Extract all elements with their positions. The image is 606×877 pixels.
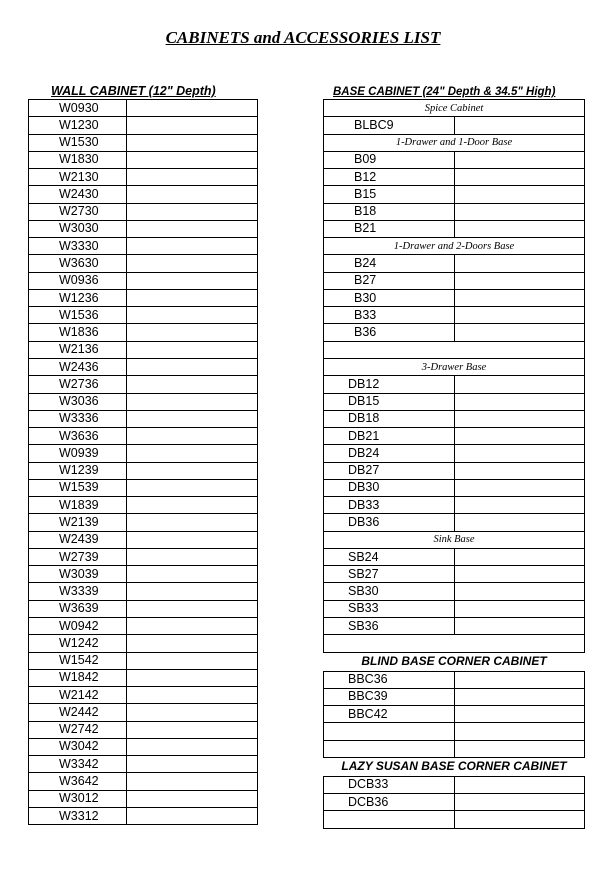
wall-cabinet-code: W1239	[29, 462, 127, 479]
wall-cabinet-value-cell[interactable]	[127, 134, 258, 151]
wall-cabinet-value-cell[interactable]	[127, 151, 258, 168]
sink-base-row	[324, 600, 585, 617]
wall-cabinet-row	[29, 566, 258, 583]
wall-cabinet-value-cell[interactable]	[127, 738, 258, 755]
three-drawer-row	[324, 462, 585, 479]
one-drawer-two-doors-value-cell[interactable]	[454, 307, 585, 324]
wall-cabinet-row	[29, 289, 258, 306]
blind-corner-value-cell[interactable]	[454, 706, 585, 723]
sink-base-value-cell[interactable]	[454, 566, 585, 583]
wall-cabinet-code: W3639	[29, 600, 127, 617]
three-drawer-value-cell[interactable]	[454, 462, 585, 479]
wall-cabinet-value-cell[interactable]	[127, 807, 258, 824]
wall-cabinet-row	[29, 100, 258, 117]
wall-cabinet-value-cell[interactable]	[127, 169, 258, 186]
three-drawer-row	[324, 393, 585, 410]
sink-base-code: SB33	[324, 600, 455, 617]
wall-cabinet-row	[29, 186, 258, 203]
wall-cabinet-value-cell[interactable]	[127, 272, 258, 289]
wall-cabinet-code: W2436	[29, 358, 127, 375]
wall-cabinet-value-cell[interactable]	[127, 721, 258, 738]
sink-base-value-cell[interactable]	[454, 600, 585, 617]
wall-cabinet-row	[29, 462, 258, 479]
three-drawer-value-cell[interactable]	[454, 393, 585, 410]
wall-cabinet-value-cell[interactable]	[127, 220, 258, 237]
wall-cabinet-row	[29, 756, 258, 773]
three-drawer-value-cell[interactable]	[454, 410, 585, 427]
sink-base-row	[324, 566, 585, 583]
wall-cabinet-value-cell[interactable]	[127, 358, 258, 375]
sink-blank-row	[324, 635, 585, 652]
wall-cabinet-value-cell[interactable]	[127, 462, 258, 479]
spice-cabinet-label: Spice Cabinet	[324, 100, 585, 117]
three-drawer-row	[324, 514, 585, 531]
wall-cabinet-code: W1230	[29, 117, 127, 134]
wall-cabinet-row	[29, 583, 258, 600]
three-drawer-code: DB33	[324, 497, 455, 514]
three-drawer-value-cell[interactable]	[454, 376, 585, 393]
base-blank-row-cell[interactable]	[324, 341, 585, 358]
wall-cabinet-row	[29, 307, 258, 324]
lazy-susan-code: DCB36	[324, 794, 455, 811]
wall-cabinet-value-cell[interactable]	[127, 445, 258, 462]
one-drawer-two-doors-label: 1-Drawer and 2-Doors Base	[324, 238, 585, 255]
wall-cabinet-code: W3012	[29, 790, 127, 807]
one-drawer-two-doors-code: B27	[324, 272, 455, 289]
wall-cabinet-code: W3630	[29, 255, 127, 272]
wall-cabinet-value-cell[interactable]	[127, 773, 258, 790]
wall-cabinet-row	[29, 531, 258, 548]
sink-blank-row-cell[interactable]	[324, 635, 585, 652]
lazy-susan-value-cell[interactable]	[454, 776, 585, 793]
sink-base-value-cell[interactable]	[454, 583, 585, 600]
wall-cabinet-code: W3030	[29, 220, 127, 237]
blind-corner-code: BBC39	[324, 688, 455, 705]
one-drawer-two-doors-code: B33	[324, 307, 455, 324]
blind-corner-code: BBC42	[324, 706, 455, 723]
three-drawer-code: DB30	[324, 479, 455, 496]
one-drawer-one-door-value-cell[interactable]	[454, 186, 585, 203]
wall-cabinet-row	[29, 151, 258, 168]
wall-cabinet-row	[29, 445, 258, 462]
one-drawer-two-doors-row	[324, 307, 585, 324]
wall-cabinet-row	[29, 790, 258, 807]
blind-blank-row-value-cell[interactable]	[454, 740, 585, 757]
wall-cabinet-value-cell[interactable]	[127, 531, 258, 548]
wall-cabinet-row	[29, 652, 258, 669]
sink-base-code: SB24	[324, 548, 455, 565]
wall-cabinet-value-cell[interactable]	[127, 289, 258, 306]
blind-corner-code: BBC36	[324, 671, 455, 688]
three-drawer-code: DB24	[324, 445, 455, 462]
one-drawer-one-door-value-cell[interactable]	[454, 220, 585, 237]
wall-cabinet-value-cell[interactable]	[127, 566, 258, 583]
three-drawer-row	[324, 445, 585, 462]
three-drawer-value-cell[interactable]	[454, 514, 585, 531]
wall-cabinet-code: W2142	[29, 687, 127, 704]
wall-cabinet-row	[29, 479, 258, 496]
one-drawer-two-doors-value-cell[interactable]	[454, 272, 585, 289]
wall-cabinet-value-cell[interactable]	[127, 255, 258, 272]
wall-cabinet-value-cell[interactable]	[127, 479, 258, 496]
wall-cabinet-heading: WALL CABINET (12" Depth)	[51, 84, 216, 98]
sink-base-label: Sink Base	[324, 531, 585, 548]
wall-cabinet-value-cell[interactable]	[127, 376, 258, 393]
one-drawer-two-doors-row	[324, 255, 585, 272]
wall-cabinet-row	[29, 738, 258, 755]
wall-cabinet-row	[29, 376, 258, 393]
wall-cabinet-value-cell[interactable]	[127, 238, 258, 255]
one-drawer-one-door-label: 1-Drawer and 1-Door Base	[324, 134, 585, 151]
three-drawer-value-cell[interactable]	[454, 497, 585, 514]
wall-cabinet-code: W3642	[29, 773, 127, 790]
wall-cabinet-code: W2730	[29, 203, 127, 220]
wall-cabinet-row	[29, 393, 258, 410]
sink-base-row	[324, 617, 585, 634]
one-drawer-one-door-label-row	[324, 134, 585, 151]
wall-cabinet-code: W0936	[29, 272, 127, 289]
three-drawer-value-cell[interactable]	[454, 445, 585, 462]
wall-cabinet-value-cell[interactable]	[127, 428, 258, 445]
one-drawer-two-doors-value-cell[interactable]	[454, 324, 585, 341]
wall-cabinet-code: W1836	[29, 324, 127, 341]
base-cabinet-heading: BASE CABINET (24" Depth & 34.5" High)	[333, 86, 556, 98]
sink-base-code: SB36	[324, 617, 455, 634]
three-drawer-code: DB36	[324, 514, 455, 531]
wall-cabinet-code: W2139	[29, 514, 127, 531]
wall-cabinet-code: W3336	[29, 410, 127, 427]
wall-cabinet-value-cell[interactable]	[127, 790, 258, 807]
lazy-susan-heading: LAZY SUSAN BASE CORNER CABINET	[324, 757, 585, 776]
page-title: CABINETS and ACCESSORIES LIST	[165, 28, 441, 47]
blind-corner-value-cell[interactable]	[454, 688, 585, 705]
wall-cabinet-code: W2130	[29, 169, 127, 186]
three-drawer-code: DB18	[324, 410, 455, 427]
wall-cabinet-code: W2739	[29, 548, 127, 565]
wall-cabinet-code: W3039	[29, 566, 127, 583]
lazy-susan-row	[324, 794, 585, 811]
three-drawer-row	[324, 479, 585, 496]
wall-cabinet-code: W1542	[29, 652, 127, 669]
sink-base-code: SB30	[324, 583, 455, 600]
wall-cabinet-code: W1842	[29, 669, 127, 686]
wall-cabinet-value-cell[interactable]	[127, 324, 258, 341]
lazy-blank-row-value-cell[interactable]	[454, 811, 585, 828]
wall-cabinet-code: W1536	[29, 307, 127, 324]
wall-cabinet-row	[29, 704, 258, 721]
spice-cabinet-label-row	[324, 100, 585, 117]
wall-cabinet-code: W1242	[29, 635, 127, 652]
wall-cabinet-row	[29, 272, 258, 289]
base-blank-row	[324, 341, 585, 358]
wall-cabinet-row	[29, 255, 258, 272]
one-drawer-one-door-row	[324, 151, 585, 168]
sink-base-value-cell[interactable]	[454, 548, 585, 565]
wall-cabinet-row	[29, 687, 258, 704]
blind-blank-row-code-cell[interactable]	[324, 740, 455, 757]
one-drawer-one-door-code: B18	[324, 203, 455, 220]
spice-cabinet-code: BLBC9	[324, 117, 455, 134]
wall-cabinet-value-cell[interactable]	[127, 600, 258, 617]
wall-cabinet-row	[29, 428, 258, 445]
wall-cabinet-code: W2430	[29, 186, 127, 203]
lazy-blank-row-code-cell[interactable]	[324, 811, 455, 828]
wall-cabinet-value-cell[interactable]	[127, 635, 258, 652]
wall-cabinet-code: W0930	[29, 100, 127, 117]
one-drawer-one-door-code: B12	[324, 169, 455, 186]
one-drawer-one-door-code: B15	[324, 186, 455, 203]
sink-base-label-row	[324, 531, 585, 548]
lazy-susan-value-cell[interactable]	[454, 794, 585, 811]
one-drawer-two-doors-value-cell[interactable]	[454, 289, 585, 306]
wall-cabinet-value-cell[interactable]	[127, 548, 258, 565]
wall-cabinet-value-cell[interactable]	[127, 704, 258, 721]
wall-cabinet-row	[29, 807, 258, 824]
wall-cabinet-table	[28, 99, 258, 825]
wall-cabinet-code: W1539	[29, 479, 127, 496]
wall-cabinet-code: W1236	[29, 289, 127, 306]
wall-cabinet-value-cell[interactable]	[127, 100, 258, 117]
wall-cabinet-value-cell[interactable]	[127, 203, 258, 220]
wall-cabinet-value-cell[interactable]	[127, 186, 258, 203]
three-drawer-code: DB15	[324, 393, 455, 410]
one-drawer-one-door-row	[324, 203, 585, 220]
blind-corner-value-cell[interactable]	[454, 671, 585, 688]
blind-blank-row	[324, 723, 585, 740]
one-drawer-one-door-row	[324, 186, 585, 203]
wall-cabinet-code: W2439	[29, 531, 127, 548]
wall-cabinet-row	[29, 358, 258, 375]
wall-cabinet-code: W2742	[29, 721, 127, 738]
blind-corner-heading: BLIND BASE CORNER CABINET	[324, 652, 585, 671]
wall-cabinet-row	[29, 514, 258, 531]
wall-cabinet-row	[29, 548, 258, 565]
wall-cabinet-row	[29, 635, 258, 652]
wall-cabinet-value-cell[interactable]	[127, 583, 258, 600]
spice-cabinet-value-cell[interactable]	[454, 117, 585, 134]
wall-cabinet-value-cell[interactable]	[127, 497, 258, 514]
blind-corner-row	[324, 706, 585, 723]
one-drawer-one-door-value-cell[interactable]	[454, 169, 585, 186]
wall-cabinet-value-cell[interactable]	[127, 669, 258, 686]
wall-cabinet-value-cell[interactable]	[127, 617, 258, 634]
wall-cabinet-code: W3042	[29, 738, 127, 755]
wall-cabinet-value-cell[interactable]	[127, 307, 258, 324]
wall-cabinet-value-cell[interactable]	[127, 410, 258, 427]
wall-cabinet-code: W2442	[29, 704, 127, 721]
wall-cabinet-code: W1830	[29, 151, 127, 168]
wall-cabinet-row	[29, 169, 258, 186]
one-drawer-two-doors-code: B30	[324, 289, 455, 306]
wall-cabinet-row	[29, 324, 258, 341]
blind-corner-heading-row	[324, 652, 585, 671]
blind-blank-row-value-cell[interactable]	[454, 723, 585, 740]
one-drawer-two-doors-label-row	[324, 238, 585, 255]
wall-cabinet-code: W0942	[29, 617, 127, 634]
one-drawer-one-door-value-cell[interactable]	[454, 151, 585, 168]
lazy-susan-row	[324, 776, 585, 793]
lazy-susan-code: DCB33	[324, 776, 455, 793]
three-drawer-row	[324, 376, 585, 393]
wall-cabinet-row	[29, 117, 258, 134]
wall-cabinet-row	[29, 600, 258, 617]
wall-cabinet-row	[29, 203, 258, 220]
three-drawer-label-row	[324, 358, 585, 375]
wall-cabinet-code: W3339	[29, 583, 127, 600]
wall-cabinet-code: W3330	[29, 238, 127, 255]
wall-cabinet-code: W2736	[29, 376, 127, 393]
three-drawer-code: DB21	[324, 428, 455, 445]
one-drawer-one-door-value-cell[interactable]	[454, 203, 585, 220]
wall-cabinet-value-cell[interactable]	[127, 756, 258, 773]
one-drawer-one-door-row	[324, 220, 585, 237]
spice-cabinet-row	[324, 117, 585, 134]
wall-cabinet-code: W3312	[29, 807, 127, 824]
one-drawer-one-door-row	[324, 169, 585, 186]
blind-corner-row	[324, 671, 585, 688]
three-drawer-label: 3-Drawer Base	[324, 358, 585, 375]
three-drawer-value-cell[interactable]	[454, 479, 585, 496]
lazy-susan-heading-row	[324, 757, 585, 776]
wall-cabinet-value-cell[interactable]	[127, 687, 258, 704]
wall-cabinet-code: W3036	[29, 393, 127, 410]
wall-cabinet-code: W2136	[29, 341, 127, 358]
wall-cabinet-row	[29, 773, 258, 790]
one-drawer-two-doors-code: B36	[324, 324, 455, 341]
three-drawer-row	[324, 410, 585, 427]
one-drawer-one-door-code: B09	[324, 151, 455, 168]
three-drawer-row	[324, 497, 585, 514]
blind-blank-row	[324, 740, 585, 757]
sink-base-row	[324, 548, 585, 565]
sink-base-row	[324, 583, 585, 600]
wall-cabinet-row	[29, 220, 258, 237]
one-drawer-two-doors-row	[324, 324, 585, 341]
one-drawer-two-doors-value-cell[interactable]	[454, 255, 585, 272]
wall-cabinet-row	[29, 134, 258, 151]
wall-cabinet-row	[29, 617, 258, 634]
wall-cabinet-value-cell[interactable]	[127, 393, 258, 410]
lazy-blank-row	[324, 811, 585, 828]
one-drawer-two-doors-code: B24	[324, 255, 455, 272]
wall-cabinet-row	[29, 497, 258, 514]
three-drawer-code: DB27	[324, 462, 455, 479]
wall-cabinet-value-cell[interactable]	[127, 341, 258, 358]
one-drawer-two-doors-row	[324, 272, 585, 289]
three-drawer-row	[324, 428, 585, 445]
one-drawer-one-door-code: B21	[324, 220, 455, 237]
wall-cabinet-code: W3342	[29, 756, 127, 773]
base-cabinet-table	[323, 99, 585, 829]
wall-cabinet-code: W3636	[29, 428, 127, 445]
wall-cabinet-code: W0939	[29, 445, 127, 462]
wall-cabinet-code: W1530	[29, 134, 127, 151]
sink-base-value-cell[interactable]	[454, 617, 585, 634]
three-drawer-code: DB12	[324, 376, 455, 393]
wall-cabinet-row	[29, 669, 258, 686]
three-drawer-value-cell[interactable]	[454, 428, 585, 445]
wall-cabinet-row	[29, 410, 258, 427]
sink-base-code: SB27	[324, 566, 455, 583]
blind-corner-row	[324, 688, 585, 705]
blind-blank-row-code-cell[interactable]	[324, 723, 455, 740]
wall-cabinet-code: W1839	[29, 497, 127, 514]
wall-cabinet-row	[29, 721, 258, 738]
wall-cabinet-value-cell[interactable]	[127, 652, 258, 669]
wall-cabinet-value-cell[interactable]	[127, 117, 258, 134]
wall-cabinet-row	[29, 238, 258, 255]
wall-cabinet-row	[29, 341, 258, 358]
wall-cabinet-value-cell[interactable]	[127, 514, 258, 531]
one-drawer-two-doors-row	[324, 289, 585, 306]
